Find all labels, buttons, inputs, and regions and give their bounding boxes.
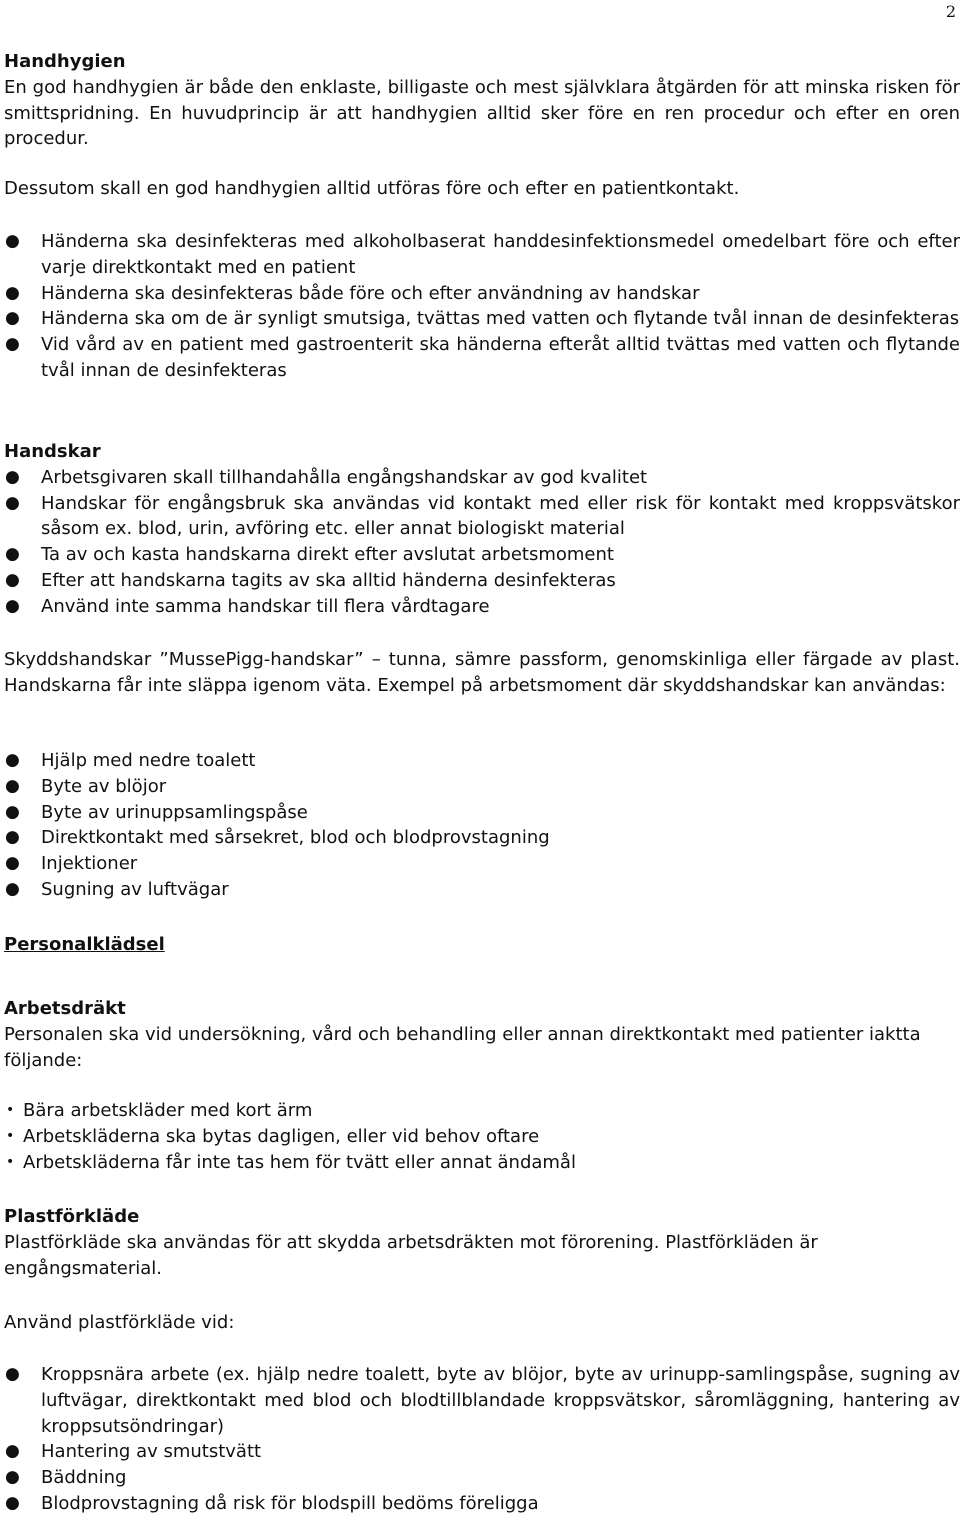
apron-heading: Plastförkläde xyxy=(4,1206,140,1227)
hand-hygiene-list xyxy=(4,229,960,384)
list-item: ● Bäddning xyxy=(4,1465,960,1491)
bullet-icon: ● xyxy=(5,750,20,770)
work-clothes-heading: Arbetsdräkt xyxy=(4,998,126,1019)
hand-hygiene-section xyxy=(4,49,960,152)
gloves-section xyxy=(4,439,960,620)
list-item: ● Händerna ska desinfekteras med alkoholbaserat handdesinfektionsmedel omedelbart före och efter varje direktkontakt med en patient xyxy=(5,231,960,278)
list-item: ● Hantering av smutstvätt xyxy=(4,1439,960,1465)
bullet-icon: ● xyxy=(5,1364,20,1384)
bullet-icon: ● xyxy=(5,231,20,251)
list-item: ● Händerna ska desinfekteras både före och efter användning av handskar xyxy=(4,281,960,307)
bullet-icon: ● xyxy=(5,466,20,487)
bullet-icon: ● xyxy=(5,308,20,329)
gloves-heading: Handskar xyxy=(4,441,101,462)
work-clothes-text: Personalen ska vid undersökning, vård och behandling eller annan direktkontakt med patienter iaktta följande: xyxy=(4,1023,921,1071)
list-item: • Arbetskläderna ska bytas dagligen, eller vid behov oftare xyxy=(4,1124,960,1150)
apron-list xyxy=(4,1362,960,1517)
list-item: • Bära arbetskläder med kort ärm xyxy=(4,1098,960,1124)
bullet-icon: ● xyxy=(5,1467,20,1488)
bullet-icon: • xyxy=(6,1153,15,1170)
list-item: ● Handskar för engångsbruk ska användas vid kontakt med eller risk för kontakt med kroppsvätskor såsom ex. blod, urin, avföring etc. eller annat biologiskt material xyxy=(5,492,960,540)
staff-clothing-section xyxy=(4,932,960,958)
protective-gloves-list xyxy=(4,748,960,903)
list-item: ● Hjälp med nedre toalett xyxy=(4,748,960,774)
bullet-icon: ● xyxy=(5,827,20,848)
list-item: ● Vid vård av en patient med gastroenterit ska händerna efteråt alltid tvättas med vatten och flytande tvål innan de desinfekteras xyxy=(5,334,960,381)
staff-clothing-heading: Personalklädsel xyxy=(4,934,165,955)
list-item: ● Kroppsnära arbete (ex. hjälp nedre toalett, byte av blöjor, byte av urinupp-samlingspåse, sugning av luftvägar, direktkontakt med blod och blodtillblandade kroppsvätskor, såromläggning, hantering av kroppsutsöndringar) xyxy=(5,1364,960,1437)
list-item: ● Händerna ska om de är synligt smutsiga, tvättas med vatten och flytande tvål innan de desinfekteras xyxy=(4,306,960,332)
list-item: ● Direktkontakt med sårsekret, blod och blodprovstagning xyxy=(4,825,960,851)
bullet-icon: ● xyxy=(5,853,20,874)
bullet-icon: ● xyxy=(5,775,20,796)
list-item: ● Ta av och kasta handskarna direkt efter avslutat arbetsmoment xyxy=(4,542,960,568)
protective-gloves-text: Skyddshandskar ”MussePigg-handskar” – tunna, sämre passform, genomskinliga eller färgade av plast. Handskarna får inte släppa igenom väta. Exempel på arbetsmoment där skyddshandskar kan användas: xyxy=(4,649,960,696)
list-item: ● Sugning av luftvägar xyxy=(4,877,960,903)
list-item: ● Byte av blöjor xyxy=(4,774,960,800)
bullet-icon: • xyxy=(6,1102,15,1118)
apron-text: Plastförkläde ska användas för att skydda arbetsdräkten mot förorening. Plastförkläden är engångsmaterial. xyxy=(4,1231,818,1279)
list-item: ● Injektioner xyxy=(4,851,960,877)
bullet-icon: ● xyxy=(5,595,20,616)
apron-use-text: Använd plastförkläde vid: xyxy=(4,1312,235,1333)
bullet-icon: ● xyxy=(5,801,20,822)
list-item: ● Använd inte samma handskar till flera vårdtagare xyxy=(4,594,960,620)
bullet-icon: ● xyxy=(5,878,20,899)
list-item: ● Efter att handskarna tagits av ska alltid händerna desinfekteras xyxy=(4,568,960,594)
work-clothes-section xyxy=(4,996,960,1073)
bullet-icon: ● xyxy=(5,1441,20,1462)
bullet-icon: ● xyxy=(5,334,20,355)
apron-section xyxy=(4,1204,960,1281)
bullet-icon: ● xyxy=(5,1492,20,1513)
hand-hygiene-intro: En god handhygien är både den enklaste, billigaste och mest självklara åtgärden för att minska risken för smittspridning. En huvudprincip är att handhygien alltid sker före en ren procedur och efter en oren procedur. xyxy=(4,76,960,150)
hand-hygiene-additional-text: Dessutom skall en god handhygien alltid utföras före och efter en patientkontakt. xyxy=(4,178,740,199)
list-item: ● Blodprovstagning då risk för blodspill bedöms föreligga xyxy=(4,1491,960,1517)
list-item: • Arbetskläderna får inte tas hem för tvätt eller annat ändamål xyxy=(4,1150,960,1176)
hand-hygiene-heading: Handhygien xyxy=(4,51,126,72)
protective-gloves-paragraph xyxy=(4,647,960,699)
bullet-icon: ● xyxy=(5,492,20,513)
bullet-icon: ● xyxy=(5,544,20,565)
bullet-icon: ● xyxy=(5,282,20,303)
bullet-icon: • xyxy=(6,1127,15,1144)
apron-use-label xyxy=(4,1310,960,1336)
list-item: ● Arbetsgivaren skall tillhandahålla engångshandskar av god kvalitet xyxy=(4,465,960,491)
work-clothes-list xyxy=(4,1098,960,1175)
bullet-icon: ● xyxy=(5,569,20,590)
page-number: 2 xyxy=(945,2,956,21)
hand-hygiene-additional xyxy=(4,176,960,202)
list-item: ● Byte av urinuppsamlingspåse xyxy=(4,800,960,826)
